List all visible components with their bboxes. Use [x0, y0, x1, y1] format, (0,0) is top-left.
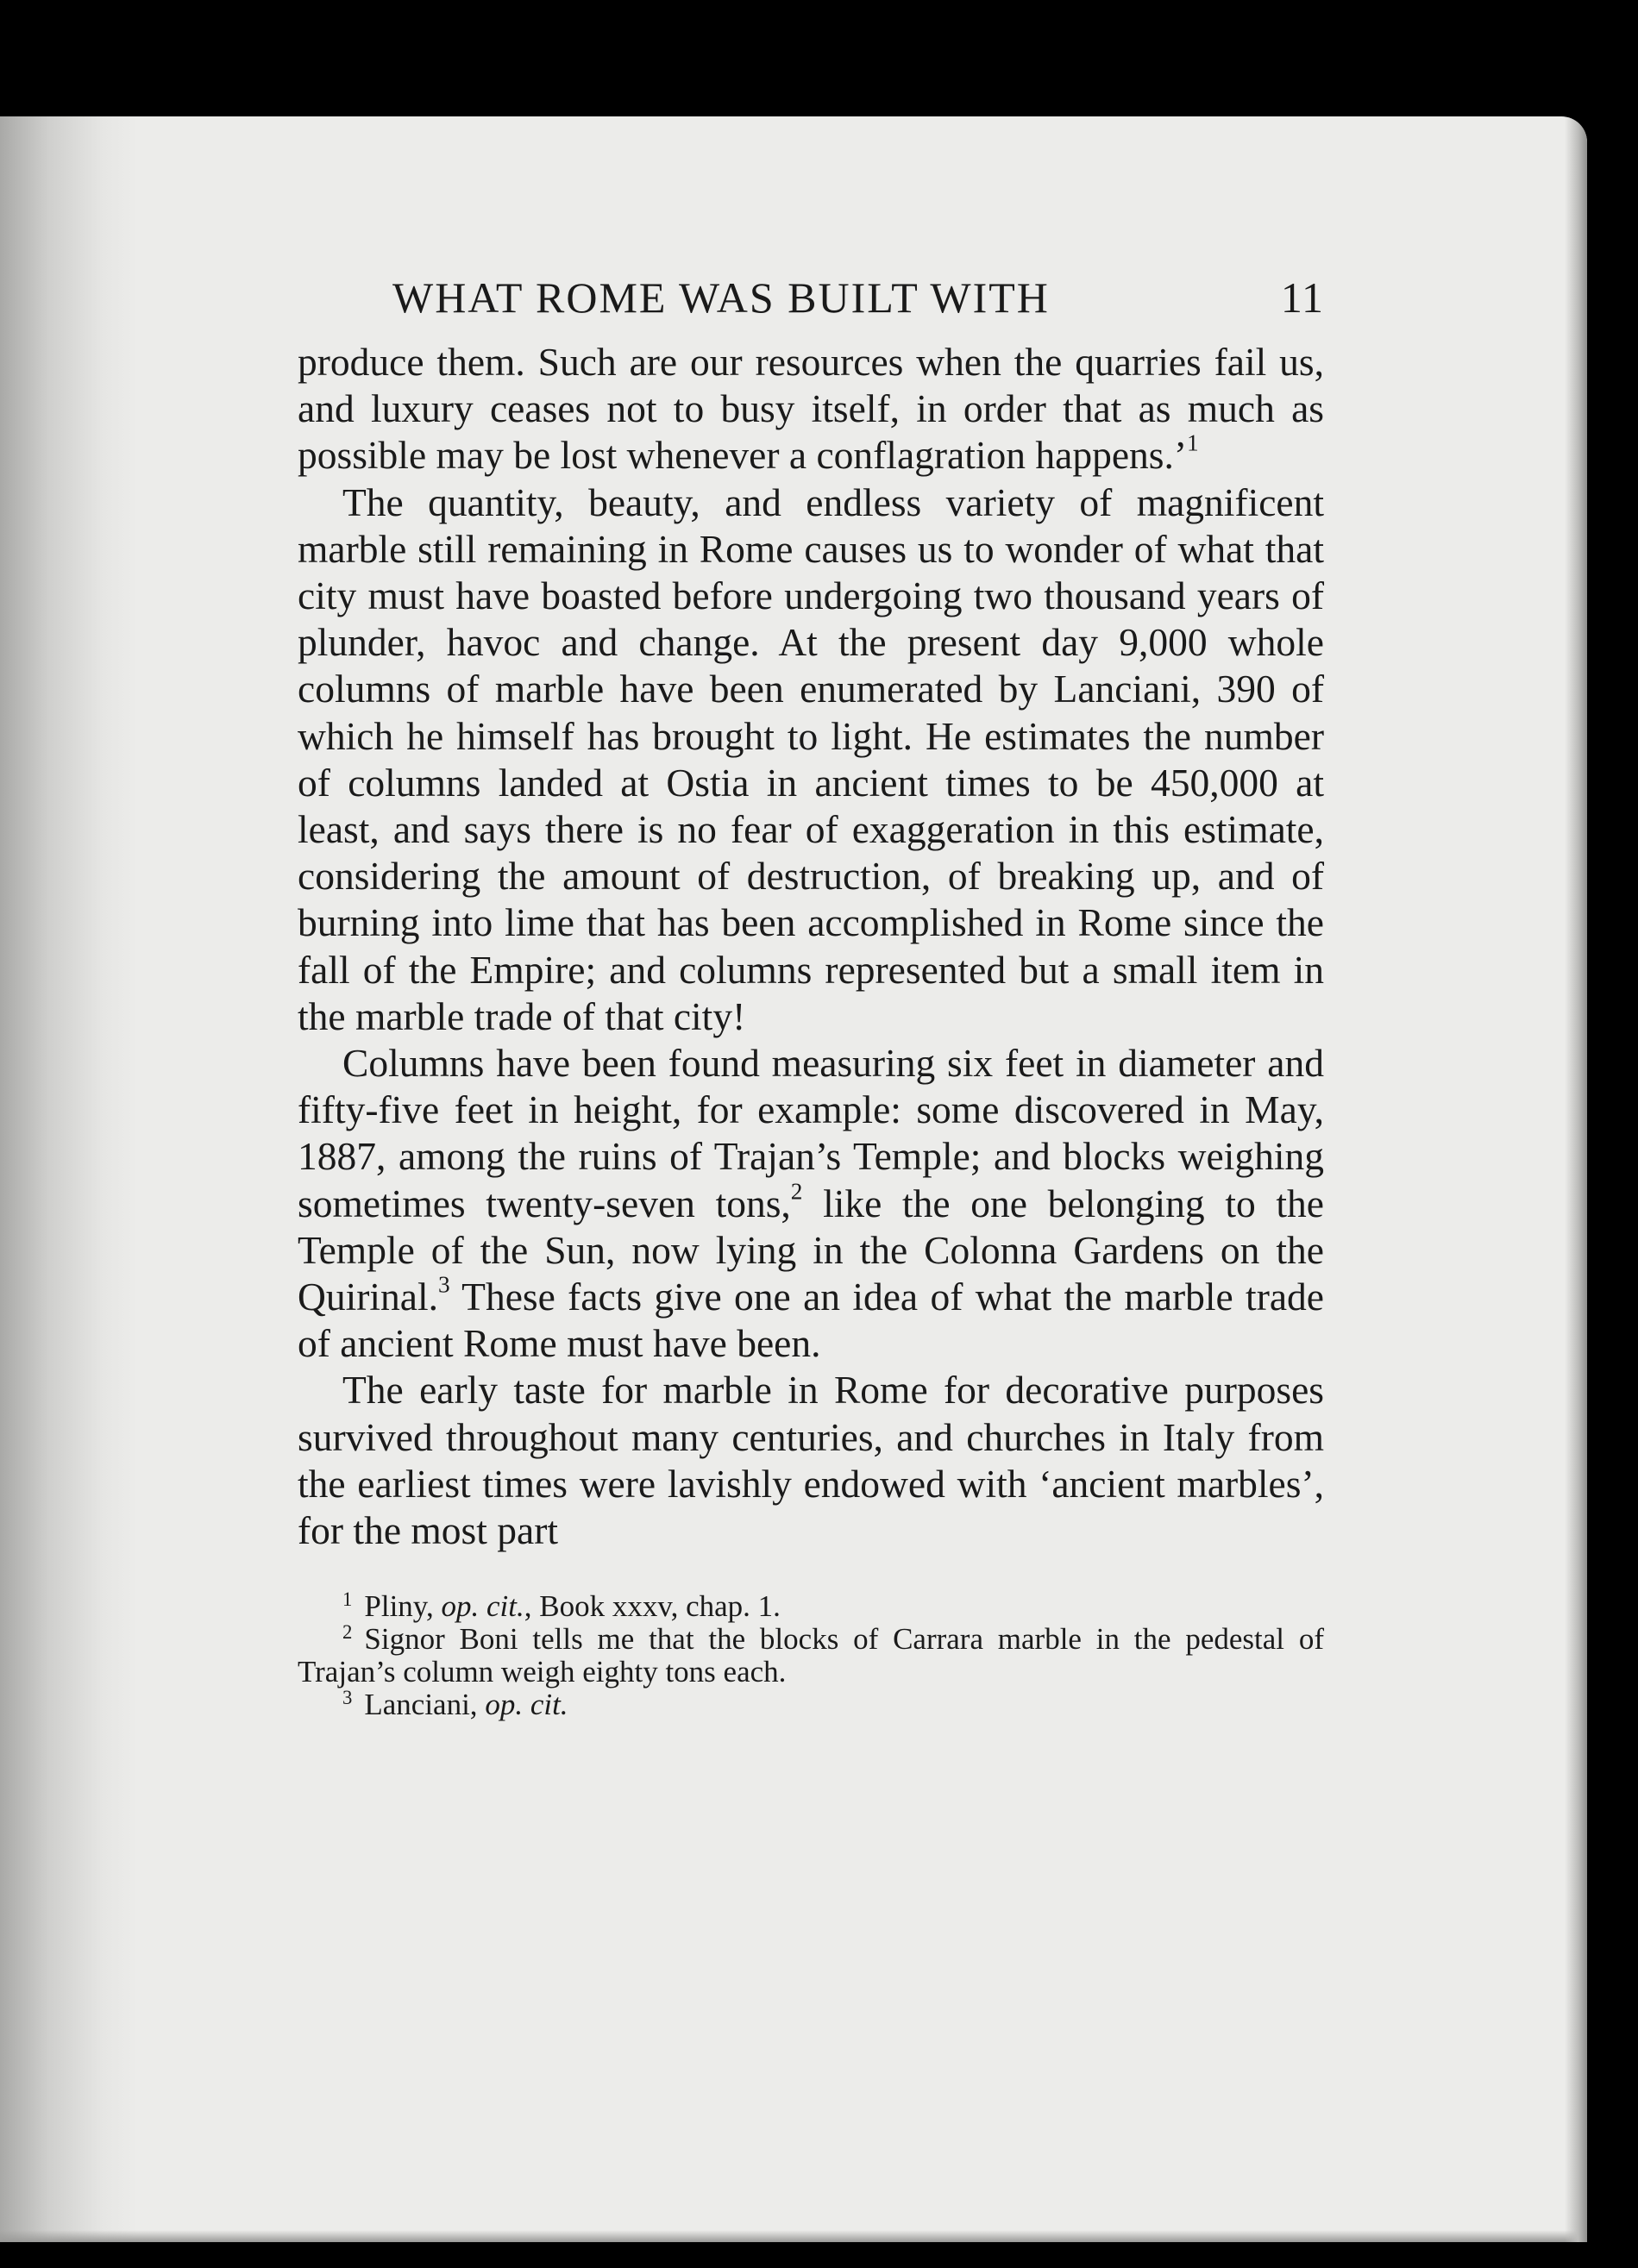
footnote-mark: 2 — [342, 1620, 353, 1643]
paragraph-text: like the one belonging to the Temple of the Sun, now lying in the Colonna Gardens on the Quirinal. — [298, 1181, 1324, 1319]
paragraph-text: These facts give one an idea of what the marble trade of ancient Rome must have been. — [298, 1275, 1324, 1366]
footnote-mark: 3 — [342, 1686, 353, 1708]
paragraph-4 — [298, 1367, 1324, 1554]
footnote-2 — [298, 1620, 1324, 1689]
page-content — [298, 263, 1324, 1721]
footnote-text: Lanciani, — [364, 1688, 486, 1722]
footnote-1 — [298, 1590, 1324, 1623]
footnote-text: Signor Boni tells me that the blocks of Carrara marble in the pedestal of Trajan’s column weigh eighty tons each. — [298, 1622, 1324, 1689]
running-head — [298, 263, 1324, 332]
footnote-3 — [298, 1688, 1324, 1721]
paragraph-1 — [298, 339, 1324, 479]
page-bottom-edge — [0, 2230, 1587, 2242]
paragraph-text: Columns have been found measuring six feet in diameter and fifty-five feet in height, for example: some discovered in May, 1887, among the ruins of Trajan’s Temple; and blocks weighing sometimes twenty-seven tons, — [298, 1041, 1324, 1225]
running-title: WHAT ROME WAS BUILT WITH — [392, 273, 1050, 322]
footnote-italic: op. cit. — [441, 1589, 524, 1624]
paragraph-text: The early taste for marble in Rome for decorative purposes survived throughout many centuries, and churches in Italy from the earliest times were lavishly endowed with ‘ancient marbles’, for the most part — [298, 1368, 1324, 1553]
footnote-ref-2: 2 — [790, 1178, 803, 1205]
footnote-ref-1: 1 — [1187, 429, 1199, 456]
footnote-text: Pliny, — [364, 1589, 442, 1624]
book-page — [0, 116, 1587, 2242]
paragraph-2 — [298, 479, 1324, 1040]
page-number: 11 — [1280, 273, 1324, 322]
footnote-italic: op. cit. — [485, 1688, 568, 1722]
paragraph-text: produce them. Such are our resources when the quarries fail us, and luxury ceases not to busy itself, in order that as much as possible may be lost whenever a conflagration happens.’ — [298, 340, 1324, 478]
paragraph-3 — [298, 1040, 1324, 1367]
footnote-ref-3: 3 — [438, 1271, 450, 1298]
footnotes — [298, 1590, 1324, 1721]
body-text — [298, 339, 1324, 1554]
paragraph-text: The quantity, beauty, and endless variety of magnificent marble still remaining in Rome causes us to wonder of what that city must have boasted before undergoing two thousand years of plunder, havoc and change. At the present day 9,000 whole columns of marble have been enumerated by Lanciani, 390 of which he himself has brought to light. He estimates the number of columns landed at Ostia in ancient times to be 450,000 at least, and says there is no fear of exaggeration in this estimate, considering the amount of destruction, of breaking up, and of burning into lime that has been accomplished in Rome since the fall of the Empire; and columns represented but a small item in the marble trade of that city! — [298, 479, 1324, 1038]
footnote-text: , Book xxxv, chap. 1. — [524, 1589, 781, 1624]
footnote-mark: 1 — [342, 1588, 353, 1610]
